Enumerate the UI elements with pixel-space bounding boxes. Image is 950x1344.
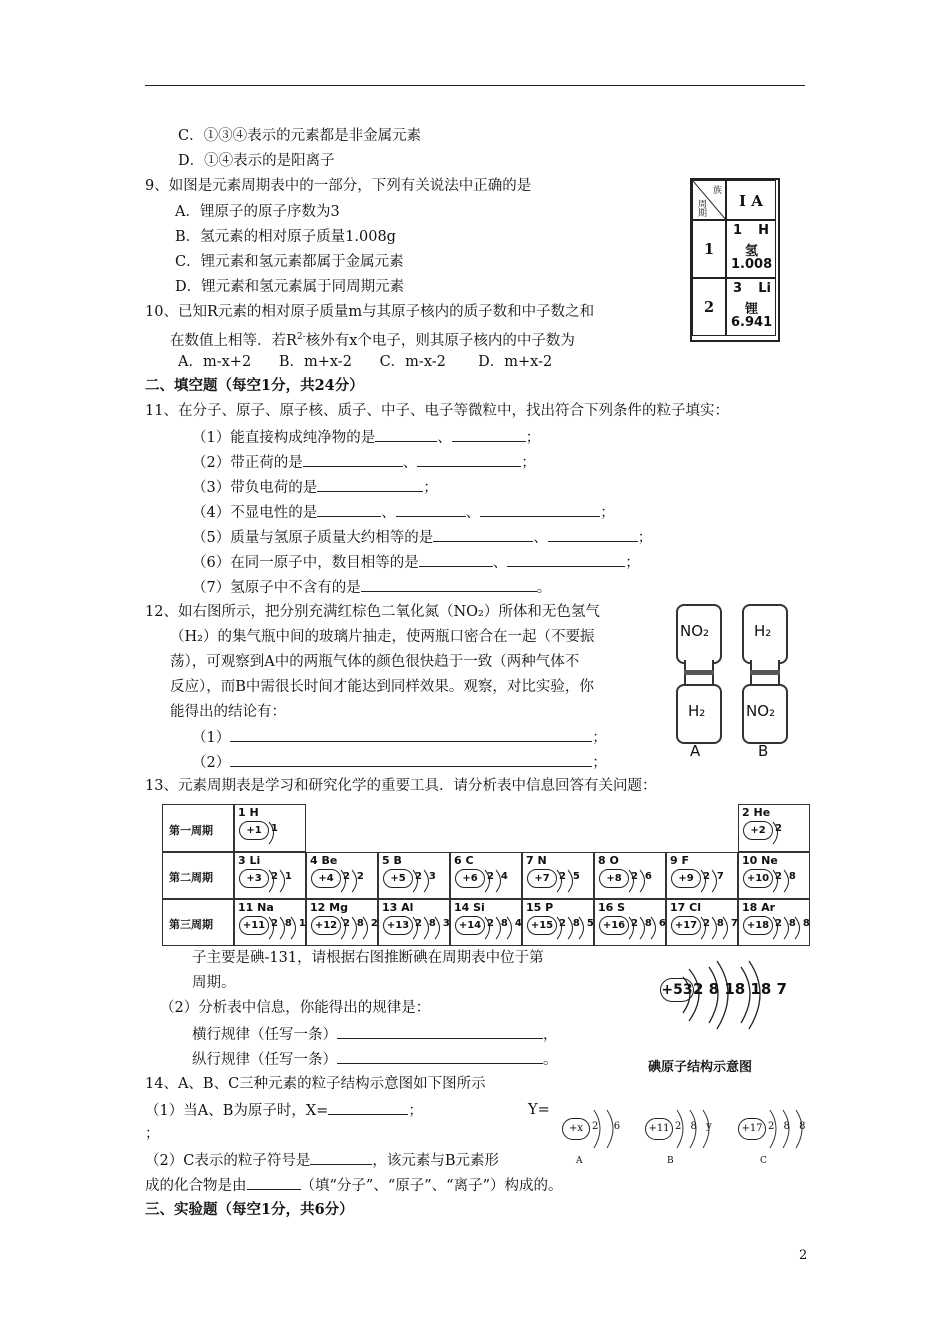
q11-item-6: （6）在同一原子中，数目相等的是 、 ；: [192, 552, 640, 573]
periodic-table: [162, 804, 810, 946]
element-cell: [450, 899, 522, 946]
particle-diagram: [645, 1096, 725, 1166]
element-shell-numbers: 2 1: [271, 871, 292, 882]
answer-blank[interactable]: [507, 552, 625, 567]
bottle-b-top-gas: H₂: [754, 622, 772, 640]
answer-blank[interactable]: [247, 1175, 301, 1190]
element-cell: [306, 899, 378, 946]
q9-stem: 9、如图是元素周期表中的一部分，下列有关说法中正确的是: [145, 178, 532, 194]
element-nucleus: +1: [239, 821, 269, 840]
answer-blank[interactable]: [396, 502, 466, 517]
q12-item-2-label: （2）: [192, 755, 231, 771]
header-rule: [145, 85, 805, 86]
element-name: 2 He: [742, 806, 771, 819]
element-cell: [306, 852, 378, 899]
page-number: 2: [799, 1248, 808, 1263]
element-name: 18 Ar: [742, 901, 776, 914]
element-cell: [522, 852, 594, 899]
corner-cell: [692, 180, 726, 220]
glass-joint-a: [684, 670, 714, 675]
group-header: I A: [726, 180, 776, 220]
element-name: 1 H: [238, 806, 259, 819]
element-shell-numbers: 2 8 3: [415, 918, 450, 929]
answer-blank[interactable]: [452, 427, 526, 442]
element-shell-numbers: 2 7: [703, 871, 724, 882]
answer-blank[interactable]: [310, 1150, 372, 1165]
glass-joint-b: [750, 670, 780, 675]
element-nucleus: +12: [311, 916, 341, 935]
li-name: 锂: [745, 302, 759, 317]
element-name: 8 O: [598, 854, 619, 867]
element-cell: [738, 899, 810, 946]
period-3-cell: [162, 899, 234, 946]
q13-sub1-line2: 周期。: [192, 975, 236, 991]
answer-blank[interactable]: [230, 752, 592, 767]
particle-nucleus: +11: [645, 1118, 673, 1140]
q13-col-rule: 纵行规律（任写一条） 。: [192, 1049, 558, 1070]
q14-sub2-text-a: （2）C表示的粒子符号是: [145, 1153, 311, 1169]
element-name: 14 Si: [454, 901, 485, 914]
period-2-label: 第二周期: [169, 871, 213, 884]
answer-blank[interactable]: [317, 502, 381, 517]
particle-diagram: [738, 1096, 818, 1166]
period-1-label: 第一周期: [169, 824, 213, 837]
element-cell: [234, 804, 306, 852]
period-1-label: 1: [692, 220, 726, 278]
particle-nucleus: +17: [738, 1118, 766, 1140]
q12-line2: （H₂）的集气瓶中间的玻璃片抽走，使两瓶口密合在一起（不要振: [170, 629, 595, 645]
q11-item-1-text: （1）能直接构成纯净物的是: [192, 430, 376, 446]
q11-stem: 11、在分子、原子、原子核、质子、中子、电子等微粒中，找出符合下列条件的粒子填实：: [145, 403, 729, 419]
element-name: 15 P: [526, 901, 554, 914]
period-2-cell: [162, 852, 234, 899]
particle-shell-numbers: 2 8 y: [675, 1121, 715, 1132]
element-name: 6 C: [454, 854, 474, 867]
element-shell-numbers: 2 3: [415, 871, 436, 882]
element-name: 17 Cl: [670, 901, 701, 914]
corner-group-label: 族: [712, 186, 722, 196]
element-shell-numbers: 2 8 6: [631, 918, 666, 929]
period-3-label: 第三周期: [169, 918, 213, 931]
q14-sub2-text-d: （填“分子”、“原子”、“离子”）构成的。: [300, 1178, 563, 1194]
element-shell-numbers: 2 8 7: [703, 918, 738, 929]
element-name: 11 Na: [238, 901, 274, 914]
element-nucleus: +6: [455, 869, 485, 888]
h-number: 1: [733, 223, 743, 238]
element-shell-numbers: 2 8 5: [559, 918, 594, 929]
answer-blank[interactable]: [361, 577, 537, 592]
q12-item-1: （1） ；: [192, 727, 607, 748]
element-cell: [234, 899, 306, 946]
q14-sub2-text-b: ，该元素与B元素形: [372, 1153, 499, 1169]
element-name: 10 Ne: [742, 854, 778, 867]
q11-item-4: （4）不显电性的是 、 、 ；: [192, 502, 615, 523]
element-shell-numbers: 2 8 1: [271, 918, 306, 929]
q12-item-2: （2） ；: [192, 752, 607, 773]
answer-blank[interactable]: [419, 552, 493, 567]
h-symbol: H: [758, 223, 769, 238]
iodine-caption: 碘原子结构示意图: [648, 1060, 753, 1075]
q13-sub2: （2）分析表中信息，你能得出的规律是：: [160, 1000, 431, 1016]
q8-option-d: D．①④表示的是阳离子: [178, 153, 335, 169]
particle-shell-numbers: 2 8 8: [768, 1121, 809, 1132]
q9-option-d: D．锂元素和氢元素属于同周期元素: [175, 279, 405, 295]
q11-item-7-text: （7）氢原子中不含有的是: [192, 580, 361, 596]
q9-option-b: B．氢元素的相对原子质量1.008g: [175, 229, 396, 245]
q14-sub1-text: （1）当A、B为原子时，X=: [145, 1103, 329, 1119]
element-shell-numbers: 2: [775, 823, 782, 834]
corner-period-label: 周期: [696, 199, 706, 217]
element-name: 7 N: [526, 854, 547, 867]
element-nucleus: +2: [743, 821, 773, 840]
element-nucleus: +10: [743, 869, 773, 888]
q10-line2-a: 在数值上相等．若R: [170, 332, 297, 349]
element-shell-numbers: 2 8 2: [343, 918, 378, 929]
answer-blank[interactable]: [548, 527, 638, 542]
element-nucleus: +16: [599, 916, 629, 935]
q8-option-c: C．①③④表示的元素都是非金属元素: [178, 128, 422, 144]
q12-line5: 能得出的结论有：: [170, 704, 286, 720]
answer-blank[interactable]: [317, 477, 423, 492]
element-name: 9 F: [670, 854, 689, 867]
q11-item-1: （1）能直接构成纯净物的是 、 ；: [192, 427, 540, 448]
bottle-a-bottom-gas: H₂: [688, 702, 706, 720]
period-1-cell: [162, 804, 234, 852]
element-nucleus: +9: [671, 869, 701, 888]
element-nucleus: +11: [239, 916, 269, 935]
element-shell-numbers: 2 8: [775, 871, 796, 882]
element-cell: [594, 852, 666, 899]
q11-item-3-text: （3）带负电荷的是: [192, 480, 318, 496]
element-nucleus: +8: [599, 869, 629, 888]
element-li-cell: [726, 278, 776, 336]
particle-shell-numbers: 2 6: [592, 1121, 624, 1132]
element-cell: [738, 852, 810, 899]
label-b: B: [758, 742, 769, 760]
q12-line3: 荡），可观察到A中的两瓶气体的颜色很快趋于一致（两种气体不: [170, 654, 580, 670]
particle-diagram: [562, 1096, 642, 1166]
answer-blank[interactable]: [480, 502, 600, 517]
q13-stem: 13、元素周期表是学习和研究化学的重要工具．请分析表中信息回答有关问题：: [145, 778, 657, 794]
element-name: 13 Al: [382, 901, 414, 914]
q11-item-5: （5）质量与氢原子质量大约相等的是 、 ；: [192, 527, 652, 548]
q10-line2-b: 核外有x个电子，则其原子核内的中子数为: [305, 332, 575, 349]
q14-sub2-cont: [145, 1175, 562, 1196]
answer-blank[interactable]: [230, 727, 592, 742]
answer-blank[interactable]: [417, 452, 521, 467]
element-shell-numbers: 2 6: [631, 871, 652, 882]
element-name: 16 S: [598, 901, 626, 914]
q11-item-2-text: （2）带正荷的是: [192, 455, 303, 471]
element-name: 12 Mg: [310, 901, 348, 914]
q13-col-rule-text: 纵行规律（任写一条）: [192, 1052, 337, 1068]
q14-sub2-text-c: 成的化合物是由: [145, 1178, 247, 1194]
element-nucleus: +15: [527, 916, 557, 935]
answer-blank[interactable]: [433, 527, 533, 542]
section-3-heading: 三、实验题（每空1分，共6分）: [145, 1201, 354, 1218]
particle-label: B: [667, 1156, 674, 1166]
element-shell-numbers: 2 2: [343, 871, 364, 882]
element-name: 5 B: [382, 854, 402, 867]
li-number: 3: [733, 281, 743, 296]
q11-item-7: （7）氢原子中不含有的是 。: [192, 577, 551, 598]
element-nucleus: +7: [527, 869, 557, 888]
q14-sub2: [145, 1150, 499, 1171]
element-h-cell: [726, 220, 776, 278]
element-nucleus: +4: [311, 869, 341, 888]
q10-line2: [170, 327, 575, 351]
element-cell: [378, 852, 450, 899]
h-name: 氢: [745, 244, 759, 259]
q14-stem: 14、A、B、C三种元素的粒子结构示意图如下图所示: [145, 1076, 486, 1092]
element-nucleus: +3: [239, 869, 269, 888]
element-cell: [738, 804, 810, 852]
particle-label: A: [576, 1156, 583, 1166]
q11-item-6-text: （6）在同一原子中，数目相等的是: [192, 555, 419, 571]
element-shell-numbers: 2 5: [559, 871, 580, 882]
element-cell: [594, 899, 666, 946]
element-cell: [522, 899, 594, 946]
q10-line1: 10、已知R元素的相对原子质量m与其原子核内的质子数和中子数之和: [145, 304, 595, 320]
q11-item-4-text: （4）不显电性的是: [192, 505, 318, 521]
answer-blank[interactable]: [303, 452, 403, 467]
element-name: 3 Li: [238, 854, 261, 867]
q12-line1: 12、如右图所示，把分别充满红棕色二氧化氮（NO₂）所体和无色氢气: [145, 604, 600, 620]
iodine-shell-numbers: 2 8 18 18 7: [693, 980, 787, 998]
q9-option-c: C．锂元素和氢元素都属于金属元素: [175, 254, 404, 270]
element-nucleus: +14: [455, 916, 485, 935]
q13-sub1-line1: 子主要是碘-131，请根据右图推断碘在周期表中位于第: [192, 950, 544, 966]
li-mass: 6.941: [731, 315, 773, 330]
q14-semicolon: ；: [145, 1126, 160, 1142]
answer-blank[interactable]: [375, 427, 437, 442]
q11-item-2: （2）带正荷的是 、 ；: [192, 452, 536, 473]
q13-row-rule-text: 横行规律（任写一条）: [192, 1027, 337, 1043]
label-a: A: [690, 742, 701, 760]
q11-item-5-text: （5）质量与氢原子质量大约相等的是: [192, 530, 434, 546]
section-2-heading: 二、填空题（每空1分，共24分）: [145, 377, 364, 394]
element-name: 4 Be: [310, 854, 338, 867]
li-symbol: Li: [758, 281, 771, 296]
period-2-label: 2: [692, 278, 726, 336]
element-cell: [666, 899, 738, 946]
bottle-a-top-gas: NO₂: [680, 622, 710, 640]
q13-row-rule: 横行规律（任写一条） ，: [192, 1024, 558, 1045]
q14-sub1: （1）当A、B为原子时，X= ；: [145, 1100, 423, 1121]
q12-line4: 反应），而B中需很长时间才能达到同样效果。观察，对比实验，你: [170, 679, 594, 695]
element-nucleus: +18: [743, 916, 773, 935]
element-nucleus: +5: [383, 869, 413, 888]
q11-item-3: （3）带负电荷的是 ；: [192, 477, 438, 498]
element-shell-numbers: 2 8 4: [487, 918, 522, 929]
bottle-b-bottom-gas: NO₂: [746, 702, 776, 720]
element-shell-numbers: 1: [271, 823, 278, 834]
element-nucleus: +13: [383, 916, 413, 935]
element-nucleus: +17: [671, 916, 701, 935]
element-cell: [234, 852, 306, 899]
periodic-snippet: [690, 178, 780, 342]
h-mass: 1.008: [731, 257, 773, 272]
particle-nucleus: +x: [562, 1118, 590, 1140]
element-cell: [378, 899, 450, 946]
q12-item-1-label: （1）: [192, 730, 231, 746]
element-shell-numbers: 2 8 8: [775, 918, 810, 929]
q10-options: A．m-x+2 B．m+x-2 C．m-x-2 D．m+x-2: [178, 354, 553, 370]
answer-blank[interactable]: [337, 1024, 543, 1039]
element-shell-numbers: 2 4: [487, 871, 508, 882]
answer-blank[interactable]: [328, 1100, 408, 1115]
element-cell: [666, 852, 738, 899]
iodine-nucleus: +53: [660, 978, 694, 1002]
element-cell: [450, 852, 522, 899]
particle-label: C: [760, 1156, 767, 1166]
q14-y-label: Y=: [528, 1102, 550, 1118]
q10-superscript: 2-: [296, 332, 306, 342]
q9-option-a: A．锂原子的原子序数为3: [175, 204, 340, 220]
answer-blank[interactable]: [337, 1049, 543, 1064]
